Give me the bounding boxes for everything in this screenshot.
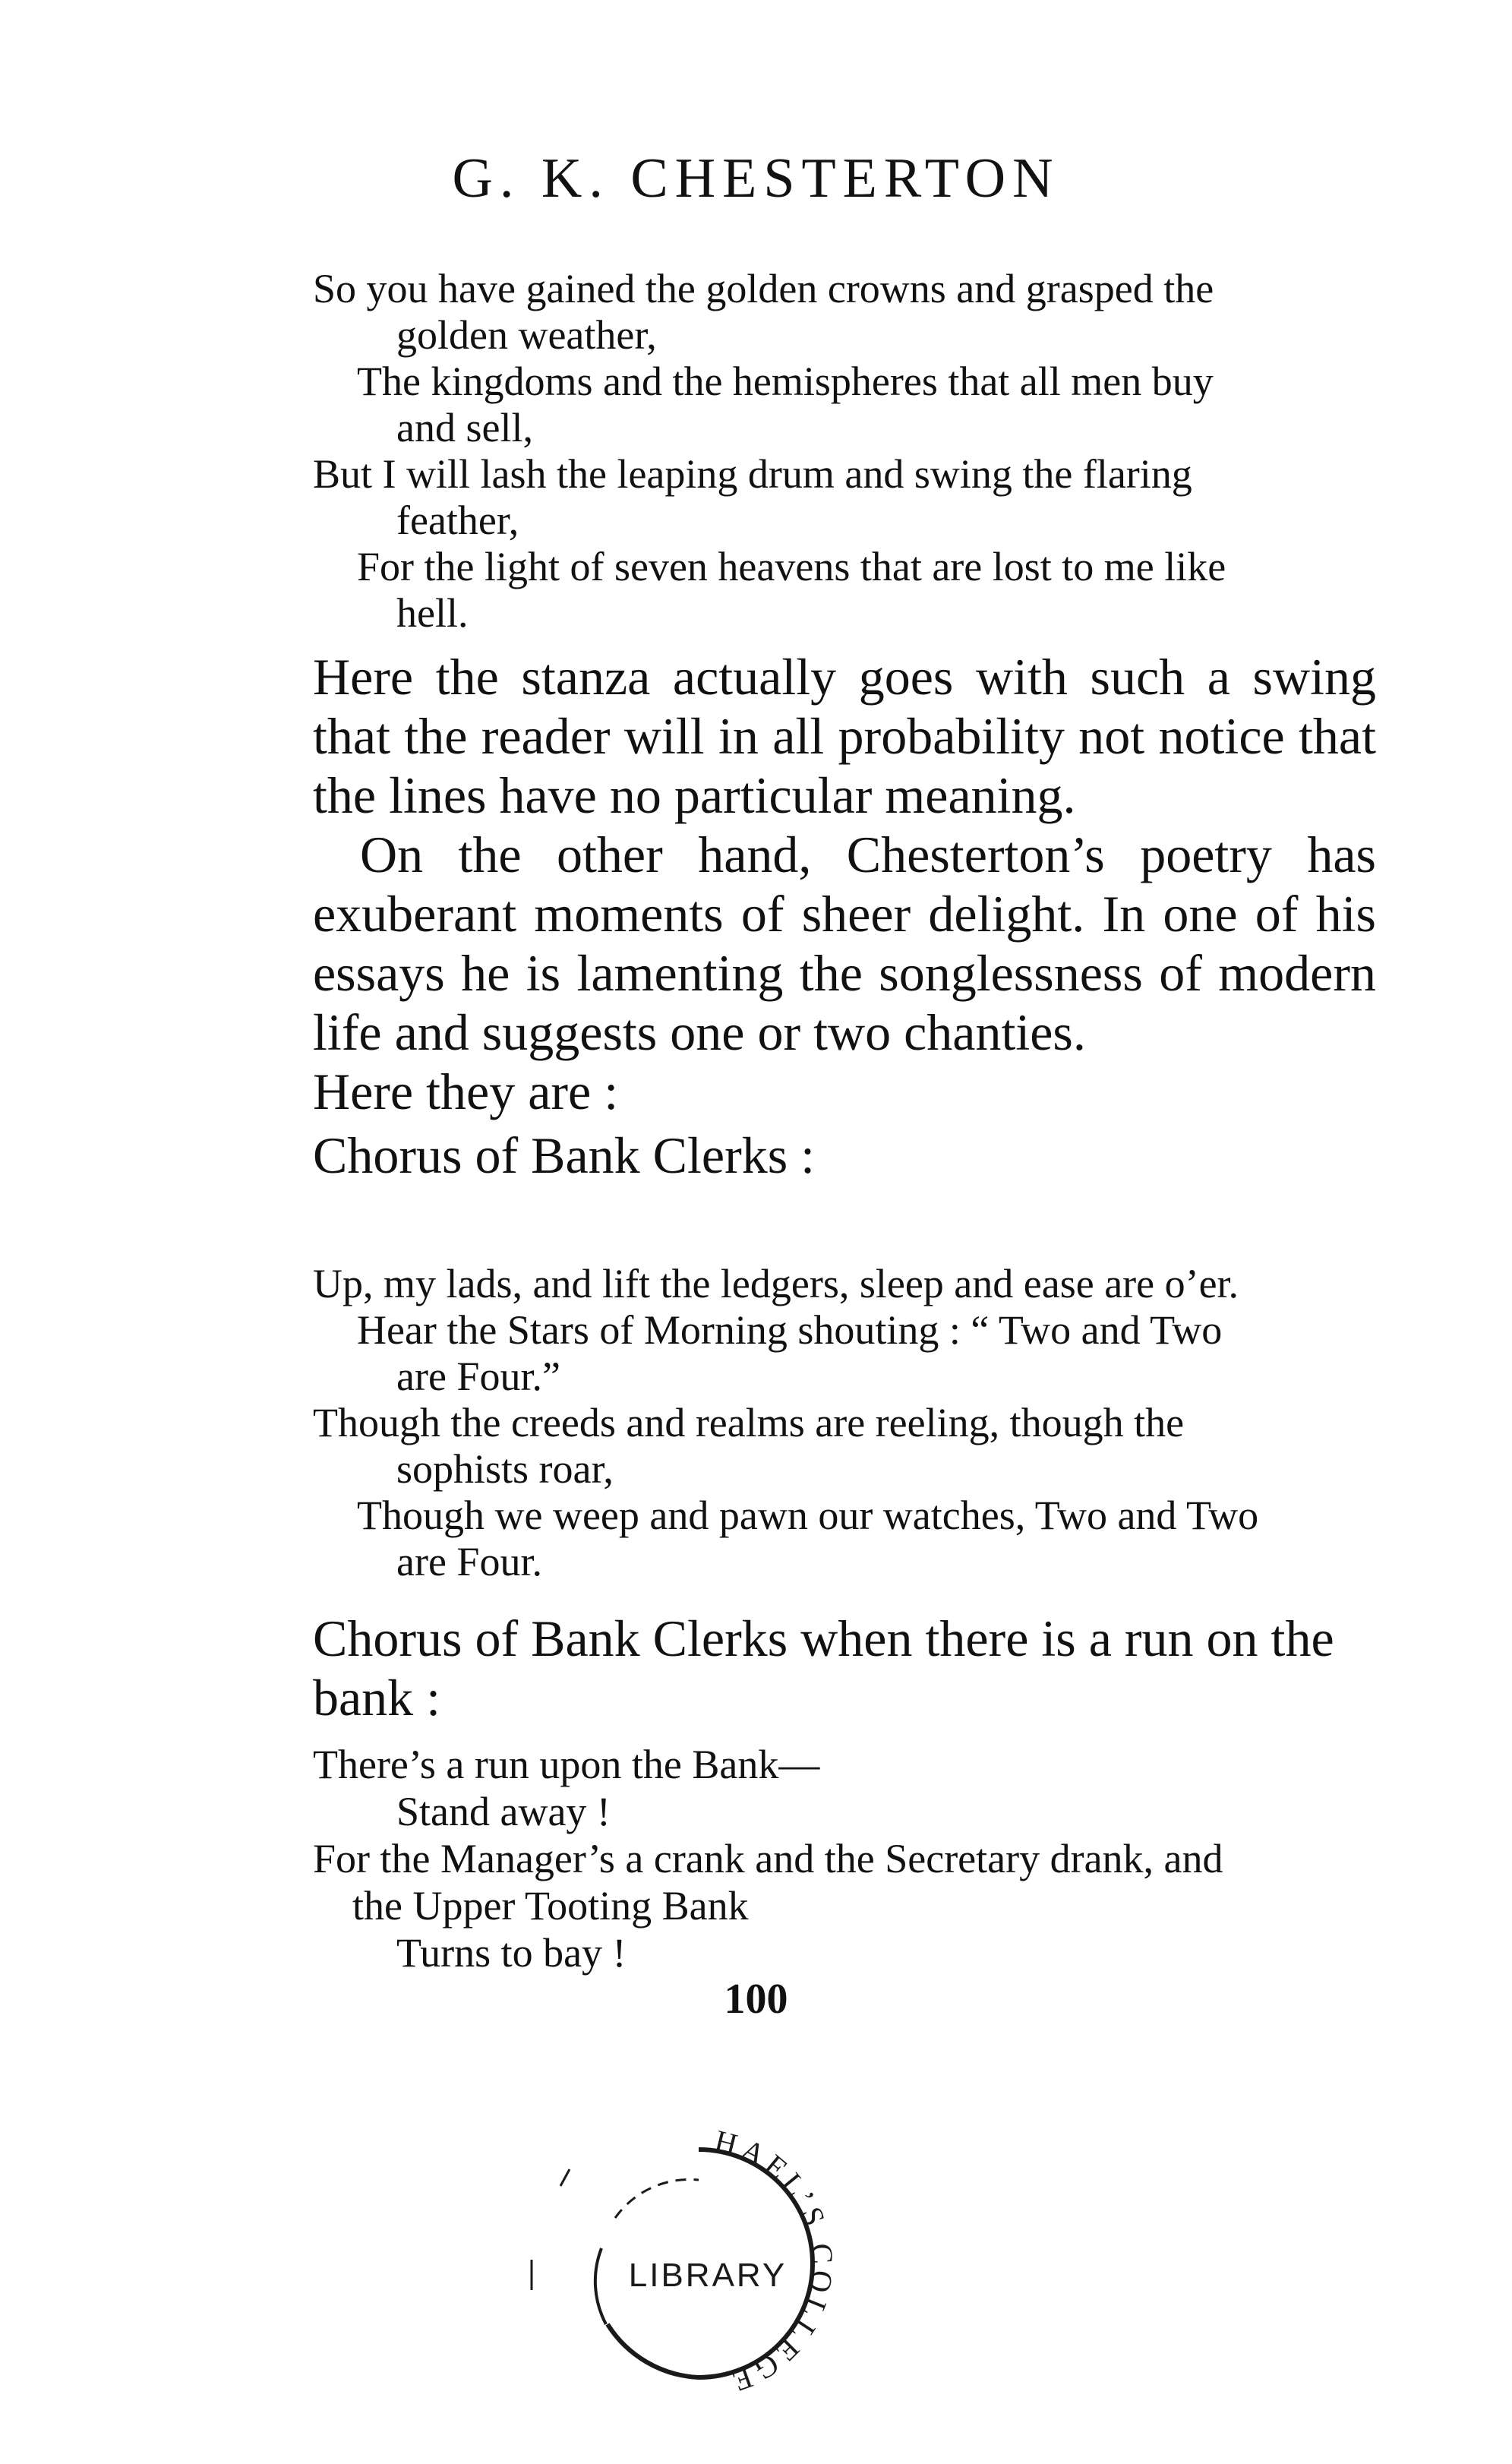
stamp-inner-arc bbox=[595, 2248, 606, 2324]
verse-block-1 bbox=[313, 266, 1376, 637]
verse-line bbox=[313, 544, 1376, 637]
verse-line-text: The kingdoms and the hemispheres that all men buy bbox=[357, 359, 1214, 404]
paragraph-1: Here the stanza actually goes with such a swing that the reader will in all probability not notice that the lines have no particular meaning. bbox=[313, 648, 1376, 824]
verse-line-text: Up, my lads, and lift the ledgers, sleep and ease are o’er. bbox=[313, 1261, 1239, 1306]
library-stamp bbox=[516, 2096, 881, 2453]
running-head: G. K. CHESTERTON bbox=[452, 147, 1060, 210]
prose-block bbox=[313, 647, 1376, 1185]
stamp-inner-arc bbox=[615, 2179, 699, 2218]
verse-line bbox=[313, 1307, 1376, 1400]
verse-line-continuation: are Four.” bbox=[396, 1354, 560, 1399]
intro-line: Here they are : bbox=[313, 1063, 619, 1120]
chorus-label-2-block bbox=[313, 1609, 1376, 1727]
stamp-center-text: LIBRARY bbox=[628, 2257, 788, 2294]
verse-line bbox=[313, 266, 1376, 359]
verse-line bbox=[313, 359, 1376, 451]
chant-line: the Upper Tooting Bank bbox=[352, 1883, 749, 1929]
verse-block-2 bbox=[313, 1261, 1376, 1585]
verse-line bbox=[313, 451, 1376, 544]
verse-line bbox=[313, 1400, 1376, 1493]
verse-block-3 bbox=[313, 1741, 1376, 1976]
verse-line bbox=[313, 1493, 1376, 1585]
chorus-label-1: Chorus of Bank Clerks : bbox=[313, 1126, 816, 1184]
page-number: 100 bbox=[724, 1976, 788, 2023]
verse-line-continuation: golden weather, bbox=[396, 312, 657, 358]
verse-line-continuation: and sell, bbox=[396, 405, 533, 450]
chant-line: There’s a run upon the Bank— bbox=[313, 1742, 820, 1787]
verse-line-continuation: sophists roar, bbox=[396, 1446, 614, 1492]
verse-line-text: Hear the Stars of Morning shouting : “ Two and Two bbox=[357, 1307, 1223, 1353]
chant-line: For the Manager’s a crank and the Secretary drank, and bbox=[313, 1836, 1223, 1881]
verse-line-continuation: hell. bbox=[396, 590, 469, 636]
verse-line-continuation: are Four. bbox=[396, 1539, 542, 1584]
chant-line: Stand away ! bbox=[396, 1789, 611, 1834]
paragraph-2: On the other hand, Chesterton’s poetry has exuberant moments of sheer delight. In one of his essays he is lamenting the songlessness of modern life and suggests one or two chanties. bbox=[313, 826, 1376, 1061]
verse-line-text: Though we weep and pawn our watches, Two and Two bbox=[357, 1493, 1259, 1538]
verse-line-continuation: feather, bbox=[396, 498, 519, 543]
verse-line-text: For the light of seven heavens that are lost to me like bbox=[357, 544, 1226, 589]
verse-line-text: But I will lash the leaping drum and swing the flaring bbox=[313, 451, 1192, 497]
verse-line-text: So you have gained the golden crowns and grasped the bbox=[313, 266, 1214, 311]
verse-line-text: Though the creeds and realms are reeling, though the bbox=[313, 1400, 1185, 1445]
verse-line bbox=[313, 1261, 1376, 1307]
chant-line: Turns to bay ! bbox=[396, 1930, 627, 1976]
stamp-mark bbox=[560, 2169, 570, 2186]
chorus-label-2: Chorus of Bank Clerks when there is a run on the bank : bbox=[313, 1609, 1334, 1726]
stamp-ring-text: HAEL’S COLLEGE bbox=[711, 2123, 841, 2401]
